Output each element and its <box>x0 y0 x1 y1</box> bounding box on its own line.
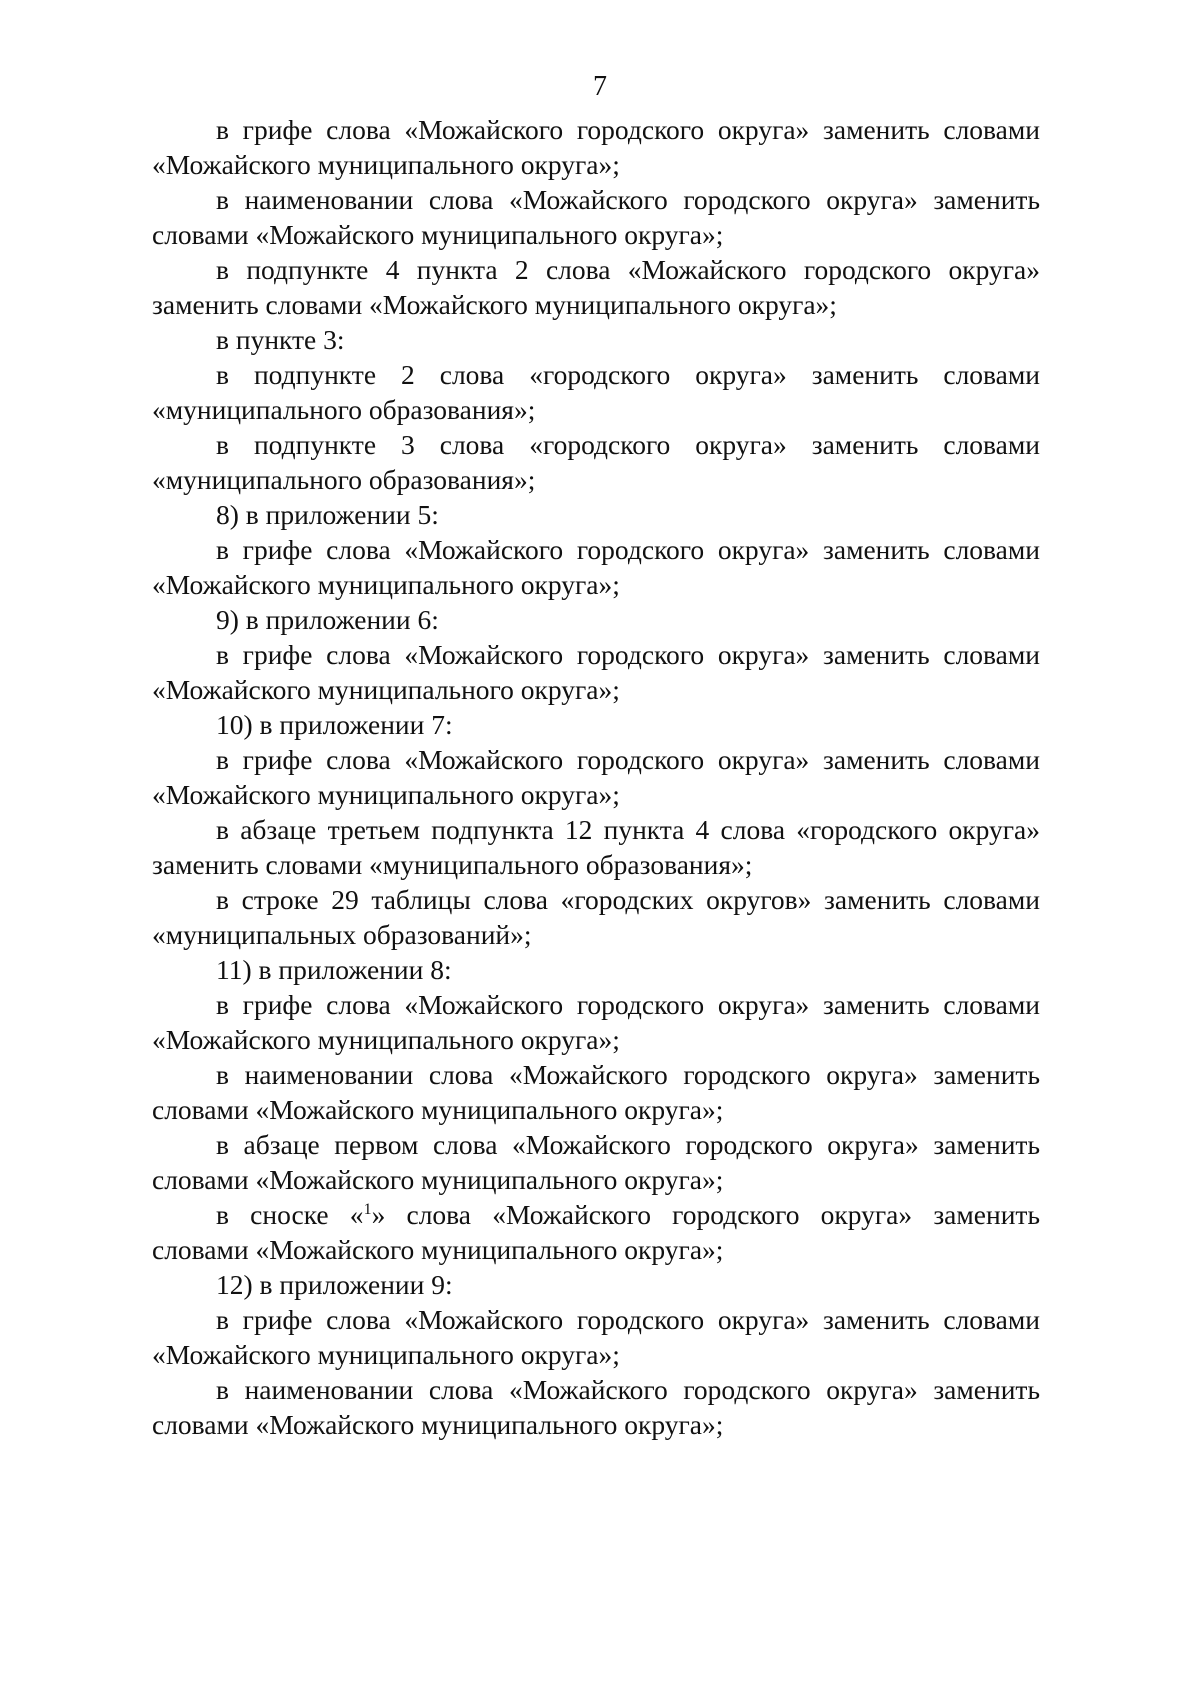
paragraph <box>152 637 1040 707</box>
paragraph-line: в строке 29 таблицы слова «городских округов» заменить словами <box>216 884 1040 915</box>
paragraph-line: заменить словами «муниципального образования»; <box>152 849 753 880</box>
paragraph-line: «Можайского муниципального округа»; <box>255 1234 724 1265</box>
paragraph <box>152 1197 1040 1267</box>
paragraph-line: в наименовании слова «Можайского городского округа» заменить <box>216 1374 1040 1405</box>
paragraph <box>152 532 1040 602</box>
document-body <box>152 112 1040 1442</box>
paragraph <box>152 322 1040 357</box>
paragraph-line: словами «Можайского муниципального округа»; <box>152 1164 724 1195</box>
paragraph-line: в абзаце первом слова «Можайского городского округа» заменить <box>216 1129 1040 1160</box>
paragraph-line: в грифе слова «Можайского городского округа» заменить словами <box>216 744 1040 775</box>
footnote-superscript: 1 <box>363 1201 372 1218</box>
paragraph <box>152 252 1040 322</box>
paragraph-line: «Можайского муниципального округа»; <box>152 149 620 180</box>
paragraph-line: » слова «Можайского городского округа» заменить словами <box>152 1199 1040 1265</box>
paragraph <box>152 882 1040 952</box>
paragraph-line: в подпункте 3 слова «городского округа» заменить словами <box>216 429 1040 460</box>
paragraph-line: «Можайского муниципального округа»; <box>152 1024 620 1055</box>
paragraph <box>152 812 1040 882</box>
paragraph-line: словами «Можайского муниципального округа»; <box>152 219 724 250</box>
paragraph <box>152 1372 1040 1442</box>
paragraph <box>152 602 1040 637</box>
paragraph-line: словами «Можайского муниципального округа»; <box>152 1094 724 1125</box>
paragraph-line: 12) в приложении 9: <box>216 1269 453 1300</box>
paragraph-line: 11) в приложении 8: <box>216 954 452 985</box>
paragraph-line: «Можайского муниципального округа»; <box>152 674 620 705</box>
paragraph-line: «муниципального образования»; <box>152 464 536 495</box>
page-number: 7 <box>593 71 607 102</box>
paragraph-line: в абзаце третьем подпункта 12 пункта 4 слова «городского округа» <box>216 814 1040 845</box>
paragraph <box>152 497 1040 532</box>
paragraph <box>152 987 1040 1057</box>
paragraph-line: «Можайского муниципального округа»; <box>152 569 620 600</box>
paragraph-line: в подпункте 2 слова «городского округа» заменить словами <box>216 359 1040 390</box>
paragraph-line: в наименовании слова «Можайского городского округа» заменить <box>216 1059 1040 1090</box>
paragraph-line: словами «Можайского муниципального округа»; <box>152 1409 724 1440</box>
paragraph <box>152 1057 1040 1127</box>
paragraph-line: «муниципальных образований»; <box>152 919 532 950</box>
paragraph-line: в грифе слова «Можайского городского округа» заменить словами <box>216 114 1040 145</box>
paragraph-line: в грифе слова «Можайского городского округа» заменить словами <box>216 639 1040 670</box>
paragraph-line: в грифе слова «Можайского городского округа» заменить словами <box>216 989 1040 1020</box>
paragraph-line: в грифе слова «Можайского городского округа» заменить словами <box>216 534 1040 565</box>
paragraph-line: 9) в приложении 6: <box>216 604 439 635</box>
paragraph <box>152 952 1040 987</box>
paragraph-line: словами «Можайского муниципального округа»; <box>265 289 837 320</box>
paragraph-line: в пункте 3: <box>216 324 345 355</box>
paragraph-line: в сноске « <box>216 1199 364 1230</box>
paragraph <box>152 357 1040 427</box>
paragraph <box>152 427 1040 497</box>
paragraph-line: в наименовании слова «Можайского городского округа» заменить <box>216 184 1040 215</box>
paragraph-line: «Можайского муниципального округа»; <box>152 779 620 810</box>
paragraph <box>152 1302 1040 1372</box>
paragraph-line: в подпункте 4 пункта 2 слова «Можайского городского округа» заменить <box>152 254 1040 320</box>
paragraph-line: 8) в приложении 5: <box>216 499 439 530</box>
paragraph <box>152 707 1040 742</box>
paragraph <box>152 112 1040 182</box>
paragraph <box>152 1267 1040 1302</box>
paragraph-line: 10) в приложении 7: <box>216 709 453 740</box>
paragraph <box>152 742 1040 812</box>
paragraph-line: «муниципального образования»; <box>152 394 536 425</box>
paragraph-line: в грифе слова «Можайского городского округа» заменить словами <box>216 1304 1040 1335</box>
paragraph-line: «Можайского муниципального округа»; <box>152 1339 620 1370</box>
paragraph <box>152 182 1040 252</box>
paragraph <box>152 1127 1040 1197</box>
